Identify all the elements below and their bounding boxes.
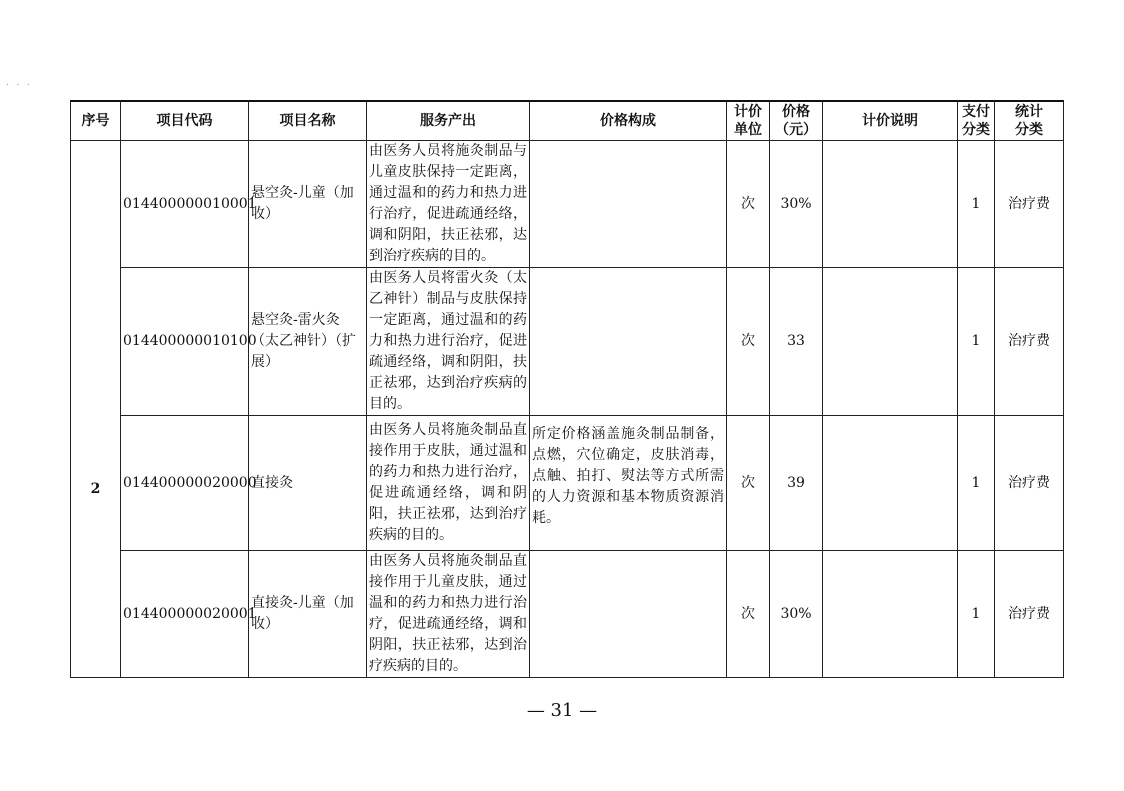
scan-corner-marks: · · · (6, 80, 32, 91)
header-code: 项目代码 (121, 101, 249, 141)
row-output: 由医务人员将施灸制品直接作用于儿童皮肤，通过温和的药力和热力进行治疗，促进疏通经络，调和阴阳，扶正祛邪，达到治疗疾病的目的。 (367, 551, 530, 678)
row-pay: 1 (958, 551, 995, 678)
header-seq: 序号 (71, 101, 121, 141)
group-seq: 2 (71, 141, 121, 678)
row-pay: 1 (958, 268, 995, 416)
header-unit-line1: 计价 (734, 104, 762, 120)
row-output: 由医务人员将施灸制品直接作用于皮肤，通过温和的药力和热力进行治疗，促进疏通经络，调和阴阳，扶正祛邪，达到治疗疾病的目的。 (367, 416, 530, 551)
row-code: 014400000010001 (121, 141, 249, 268)
row-note (823, 268, 958, 416)
row-output: 由医务人员将施灸制品与儿童皮肤保持一定距离，通过温和的药力和热力进行治疗，促进疏通经络，调和阴阳，扶正祛邪，达到治疗疾病的目的。 (367, 141, 530, 268)
row-name: 直接灸-儿童（加收） (249, 551, 367, 678)
row-name: 悬空灸-儿童（加收） (249, 141, 367, 268)
table-row (71, 551, 1064, 678)
header-price-line1: 价格 (782, 104, 810, 120)
header-stat-line1: 统计 (1015, 104, 1043, 120)
table-row (71, 141, 1064, 268)
row-code: 014400000020001 (121, 551, 249, 678)
row-price: 33 (770, 268, 823, 416)
row-unit: 次 (727, 141, 770, 268)
row-name: 悬空灸-雷火灸（太乙神针）（扩展） (249, 268, 367, 416)
header-note: 计价说明 (823, 101, 958, 141)
table-row (71, 416, 1064, 551)
header-pay-line1: 支付 (962, 104, 990, 120)
row-composition: 所定价格涵盖施灸制品制备，点燃，穴位确定，皮肤消毒，点触、拍打、熨法等方式所需的人力资源和基本物质资源消耗。 (530, 416, 727, 551)
header-composition: 价格构成 (530, 101, 727, 141)
row-unit: 次 (727, 268, 770, 416)
row-output: 由医务人员将雷火灸（太乙神针）制品与皮肤保持一定距离，通过温和的药力和热力进行治疗，促进疏通经络，调和阴阳，扶正祛邪，达到治疗疾病的目的。 (367, 268, 530, 416)
row-note (823, 416, 958, 551)
page-number: — 31 — (526, 700, 598, 721)
header-pay-line2: 分类 (962, 122, 990, 138)
table-header-row (71, 101, 1064, 141)
header-output: 服务产出 (367, 101, 530, 141)
row-price: 39 (770, 416, 823, 551)
row-pay: 1 (958, 141, 995, 268)
row-stat: 治疗费 (995, 551, 1064, 678)
row-price: 30% (770, 141, 823, 268)
header-stat-line2: 分类 (1015, 122, 1043, 138)
row-composition-empty (530, 551, 727, 678)
row-unit: 次 (727, 551, 770, 678)
header-price-line2: （元） (775, 122, 817, 138)
row-code: 014400000020000 (121, 416, 249, 551)
table-row (71, 268, 1064, 416)
row-stat: 治疗费 (995, 268, 1064, 416)
row-pay: 1 (958, 416, 995, 551)
row-stat: 治疗费 (995, 416, 1064, 551)
row-price: 30% (770, 551, 823, 678)
row-code: 014400000010100 (121, 268, 249, 416)
row-unit: 次 (727, 416, 770, 551)
header-stat (995, 101, 1064, 141)
header-unit-line2: 单位 (734, 122, 762, 138)
header-price (770, 101, 823, 141)
header-name: 项目名称 (249, 101, 367, 141)
row-composition-empty (530, 141, 727, 268)
row-note (823, 141, 958, 268)
row-composition-empty (530, 268, 727, 416)
header-unit (727, 101, 770, 141)
price-table (70, 100, 1064, 678)
row-stat: 治疗费 (995, 141, 1064, 268)
row-note (823, 551, 958, 678)
header-pay (958, 101, 995, 141)
row-name: 直接灸 (249, 416, 367, 551)
